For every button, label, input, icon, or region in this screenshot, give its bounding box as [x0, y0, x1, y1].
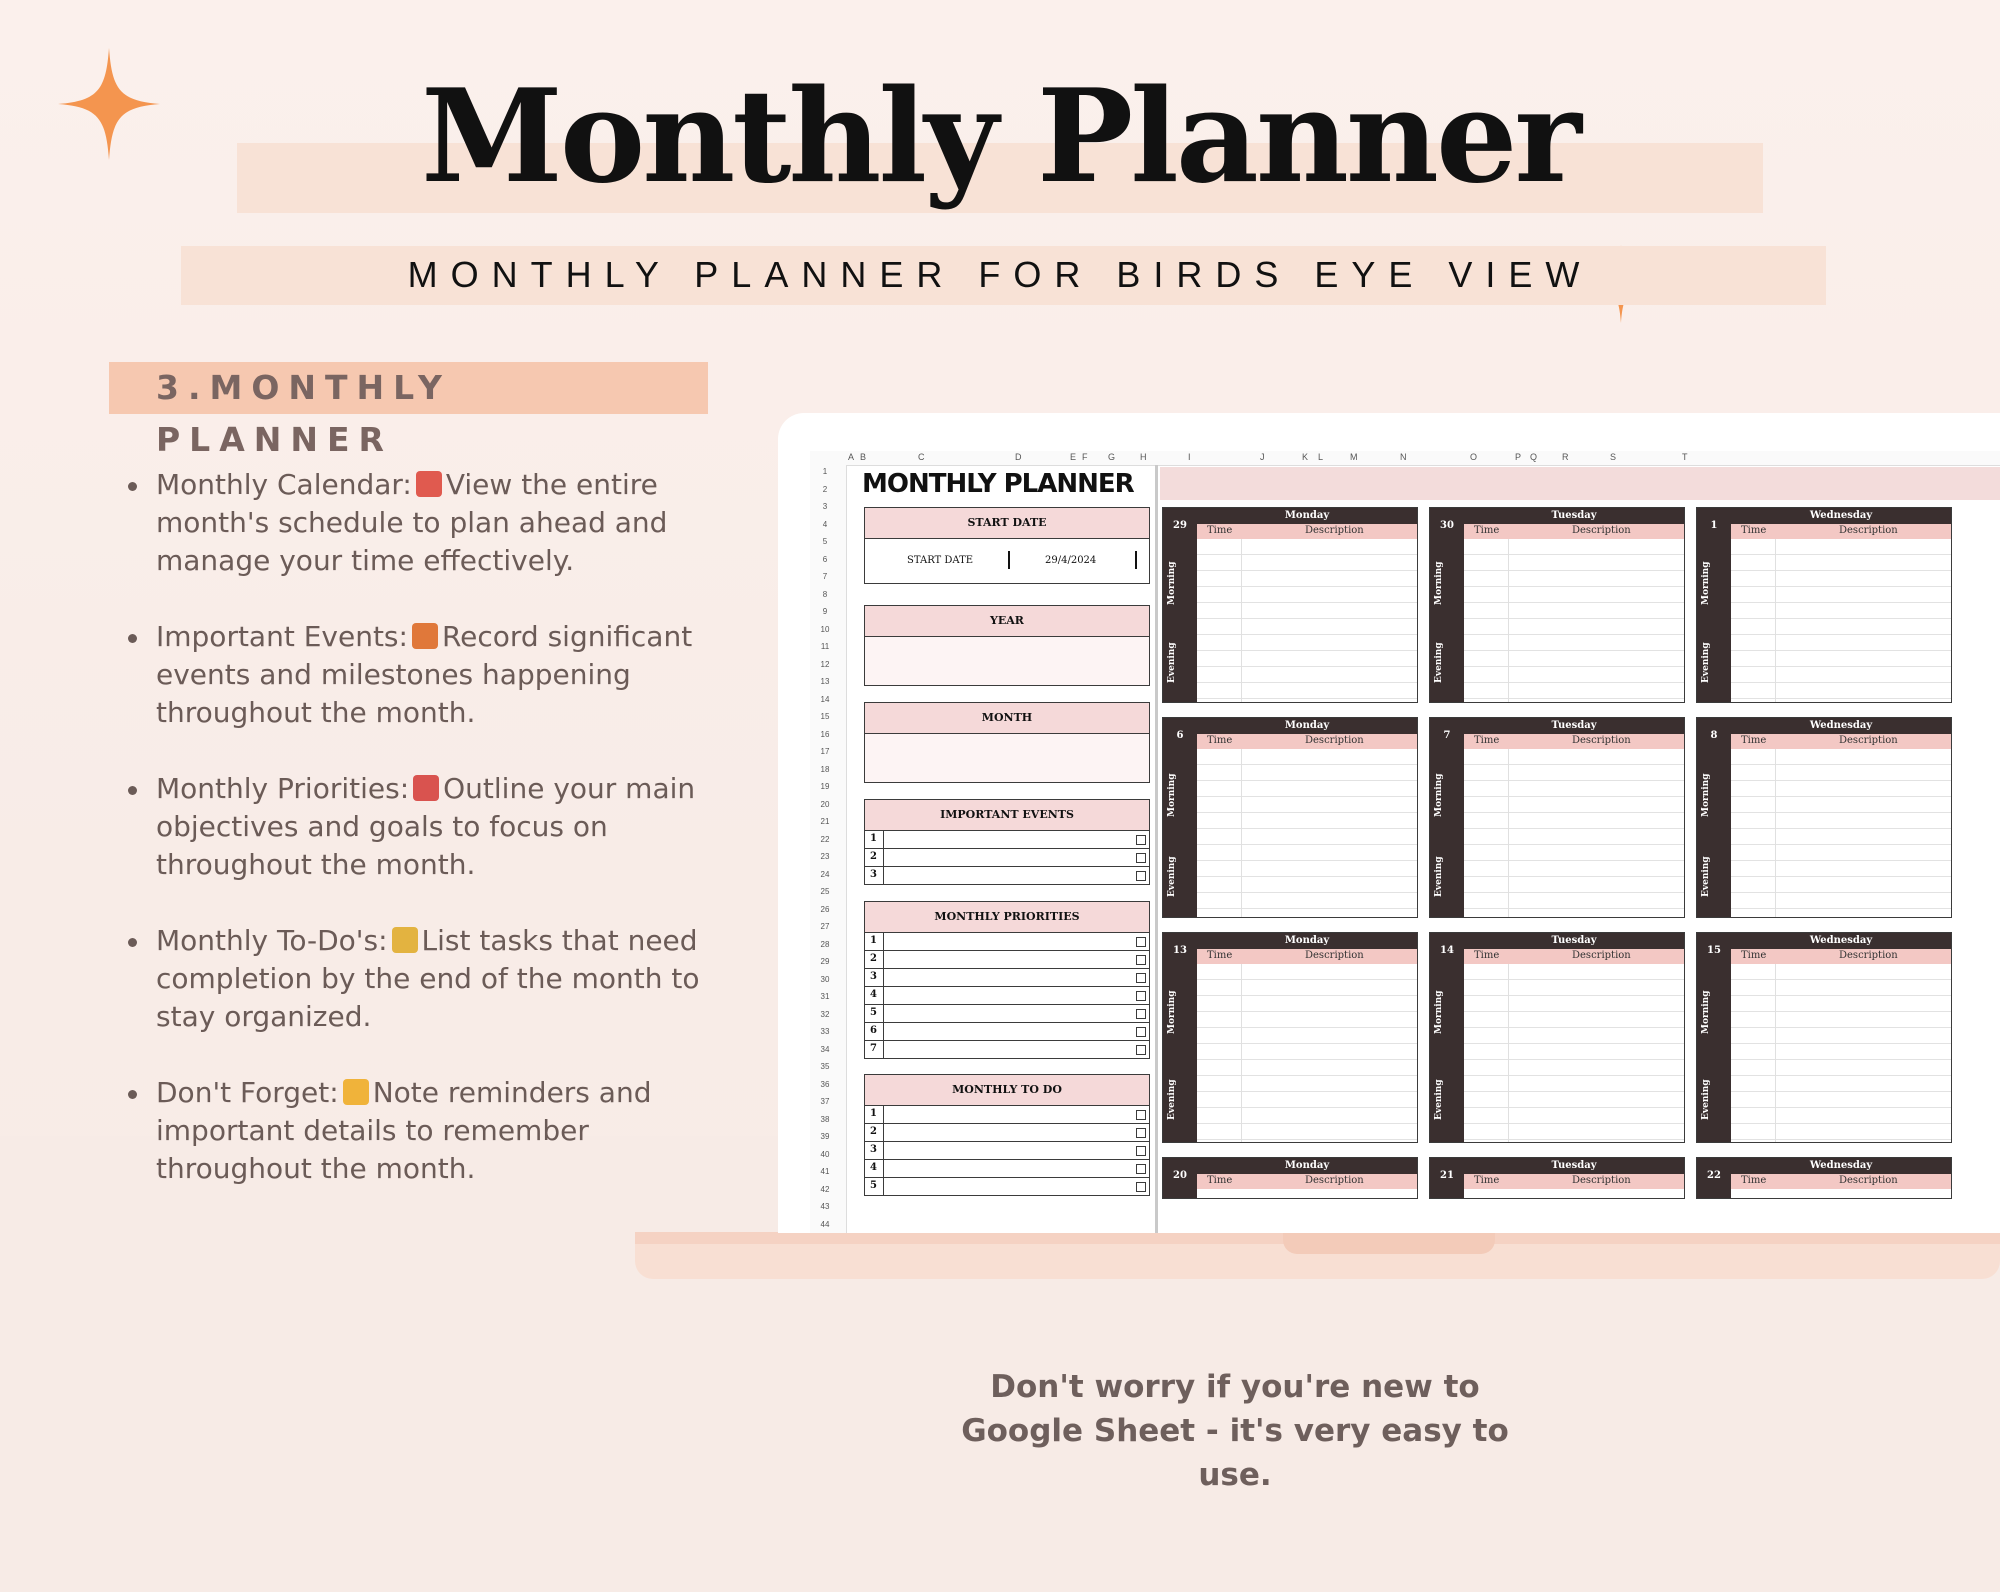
row-header[interactable]: 3: [822, 502, 828, 511]
column-header[interactable]: F: [1082, 452, 1088, 462]
checkbox[interactable]: [1136, 973, 1146, 983]
section-tag: 3.MONTHLY PLANNER: [109, 362, 708, 414]
calendar-icon: [416, 471, 442, 497]
feature-list: [118, 466, 738, 1226]
feature-item: [118, 770, 738, 884]
day-name: Monday: [1197, 718, 1417, 734]
feature-label: Monthly Priorities:: [156, 772, 410, 805]
footer-note: Don't worry if you're new to Google Sheet - it's very easy to use.: [961, 1369, 1509, 1493]
row-header[interactable]: 18: [820, 764, 830, 774]
day-name: Tuesday: [1464, 508, 1684, 524]
time-label: Time: [1207, 1175, 1233, 1186]
row-number: 3: [870, 1144, 877, 1155]
checkbox[interactable]: [1136, 871, 1146, 881]
column-header[interactable]: G: [1108, 452, 1116, 462]
day-name: Tuesday: [1464, 933, 1684, 949]
row-number: 2: [870, 1126, 877, 1137]
column-header[interactable]: K: [1302, 452, 1309, 462]
row-number: 5: [870, 1007, 877, 1018]
row-header-bar: [810, 465, 847, 1233]
morning-label: Morning: [1434, 773, 1444, 817]
checkbox[interactable]: [1136, 1182, 1146, 1192]
day-number: 20: [1173, 1170, 1187, 1181]
morning-label: Morning: [1434, 561, 1444, 606]
start-date-box: [864, 507, 1150, 584]
time-label: Time: [1741, 525, 1767, 536]
row-header[interactable]: 31: [820, 992, 830, 1001]
row-number: 4: [870, 989, 877, 1000]
date-calendar-icon: [413, 775, 439, 801]
day-number: 21: [1440, 1170, 1454, 1181]
evening-label: Evening: [1434, 642, 1444, 683]
monthly-priorities-header: MONTHLY PRIORITIES: [865, 902, 1149, 933]
month-header: MONTH: [865, 703, 1149, 734]
checkbox[interactable]: [1136, 1009, 1146, 1019]
row-header[interactable]: 4: [822, 519, 828, 529]
checkbox[interactable]: [1136, 1110, 1146, 1120]
feature-item: [118, 922, 738, 1036]
column-header[interactable]: A: [848, 452, 855, 462]
row-header[interactable]: 39: [820, 1132, 830, 1141]
description-label: Description: [1305, 735, 1364, 746]
row-header[interactable]: 23: [820, 852, 830, 861]
day-number: 29: [1173, 520, 1187, 531]
list-row[interactable]: [865, 1023, 1149, 1041]
description-label: Description: [1572, 735, 1631, 746]
page-subtitle: MONTHLY PLANNER FOR BIRDS EYE VIEW: [407, 254, 1593, 295]
page-title: Monthly Planner: [421, 62, 1579, 212]
description-label: Description: [1572, 525, 1631, 536]
day-card[interactable]: [1162, 717, 1418, 918]
day-number: 14: [1440, 945, 1454, 956]
feature-text: List tasks that need completion by the end of the month to stay organized.: [156, 924, 700, 1033]
column-labels: [1464, 734, 1684, 749]
row-header[interactable]: 15: [820, 712, 830, 721]
row-header[interactable]: 35: [820, 1062, 830, 1071]
row-number: 6: [870, 1025, 877, 1036]
morning-label: Morning: [1167, 990, 1177, 1035]
list-row[interactable]: [865, 987, 1149, 1005]
evening-label: Evening: [1167, 642, 1177, 683]
column-labels: [1197, 949, 1417, 964]
row-header[interactable]: 26: [820, 904, 830, 914]
row-header[interactable]: 21: [820, 817, 830, 826]
row-header[interactable]: 36: [820, 1079, 830, 1089]
row-header[interactable]: 33: [820, 1027, 830, 1036]
row-header[interactable]: 34: [820, 1044, 830, 1054]
morning-label: Morning: [1434, 990, 1444, 1035]
description-label: Description: [1839, 1175, 1898, 1186]
row-header[interactable]: 10: [820, 624, 830, 634]
column-labels: [1464, 1174, 1684, 1189]
feature-text: View the entire month's schedule to plan ahead and manage your time effectively.: [156, 468, 668, 577]
day-name: Tuesday: [1464, 718, 1684, 734]
time-label: Time: [1741, 735, 1767, 746]
day-card[interactable]: [1429, 932, 1685, 1143]
column-labels: [1464, 949, 1684, 964]
memo-icon: [392, 927, 418, 953]
row-header[interactable]: 12: [820, 659, 830, 669]
row-number: 1: [870, 935, 877, 946]
month-box: [864, 702, 1150, 783]
start-date-value[interactable]: 29/4/2024: [1045, 555, 1097, 566]
column-labels: [1197, 1174, 1417, 1189]
feature-item: [118, 1074, 738, 1188]
day-number: 15: [1707, 945, 1721, 956]
checkbox[interactable]: [1136, 1045, 1146, 1055]
evening-label: Evening: [1167, 1079, 1177, 1120]
day-name: Monday: [1197, 1158, 1417, 1174]
day-number: 8: [1710, 730, 1718, 741]
morning-label: Morning: [1701, 990, 1711, 1035]
row-header[interactable]: 20: [820, 799, 830, 809]
day-card[interactable]: [1429, 1157, 1685, 1199]
feature-item: [118, 466, 738, 580]
row-header[interactable]: 24: [820, 869, 830, 879]
column-header[interactable]: C: [918, 452, 925, 462]
column-header-bar: [810, 451, 2000, 466]
row-number: 2: [870, 953, 877, 964]
row-number: 1: [870, 833, 877, 844]
column-labels: [1464, 524, 1684, 539]
list-row[interactable]: [865, 1124, 1149, 1142]
checkbox[interactable]: [1136, 853, 1146, 863]
row-header[interactable]: 37: [820, 1097, 830, 1106]
day-name: Wednesday: [1731, 718, 1951, 734]
row-header[interactable]: 42: [820, 1184, 830, 1194]
checkbox[interactable]: [1136, 955, 1146, 965]
row-header[interactable]: 14: [820, 694, 830, 704]
row-number: 3: [870, 869, 877, 880]
day-number: 1: [1710, 520, 1718, 531]
checkbox[interactable]: [1136, 1146, 1146, 1156]
monthly-priorities-box: [864, 901, 1150, 1059]
description-label: Description: [1305, 1175, 1364, 1186]
checkbox[interactable]: [1136, 1027, 1146, 1037]
time-label: Time: [1741, 1175, 1767, 1186]
day-card[interactable]: [1162, 507, 1418, 703]
time-label: Time: [1474, 950, 1500, 961]
morning-label: Morning: [1167, 561, 1177, 606]
column-header[interactable]: O: [1470, 452, 1478, 462]
column-labels: [1731, 949, 1951, 964]
row-header[interactable]: 16: [820, 729, 830, 739]
morning-label: Morning: [1701, 561, 1711, 606]
feature-text: Outline your main objectives and goals to focus on throughout the month.: [156, 772, 696, 881]
row-header[interactable]: 28: [820, 939, 830, 949]
column-header[interactable]: N: [1400, 452, 1407, 462]
row-header[interactable]: 43: [820, 1202, 830, 1211]
time-label: Time: [1207, 735, 1233, 746]
column-header[interactable]: J: [1260, 452, 1265, 462]
day-number: 30: [1440, 520, 1454, 531]
feature-label: Monthly Calendar:: [156, 468, 412, 501]
laptop-notch: [1283, 1232, 1495, 1254]
column-labels: [1197, 734, 1417, 749]
column-header[interactable]: D: [1015, 452, 1022, 462]
monthly-todo-box: [864, 1074, 1150, 1196]
checkbox[interactable]: [1136, 991, 1146, 1001]
day-card[interactable]: [1696, 507, 1952, 703]
evening-label: Evening: [1701, 642, 1711, 683]
time-label: Time: [1741, 950, 1767, 961]
time-label: Time: [1474, 525, 1500, 536]
year-box: [864, 605, 1150, 686]
row-header[interactable]: 40: [820, 1149, 830, 1159]
checkbox[interactable]: [1136, 835, 1146, 845]
feature-label: Important Events:: [156, 620, 408, 653]
evening-label: Evening: [1434, 856, 1444, 898]
row-header[interactable]: 25: [820, 887, 830, 896]
day-card[interactable]: [1696, 1157, 1952, 1199]
row-header[interactable]: 29: [820, 957, 830, 966]
row-header[interactable]: 17: [820, 747, 830, 756]
feature-text: Note reminders and important details to remember throughout the month.: [156, 1076, 652, 1185]
row-number: 7: [870, 1043, 877, 1054]
year-input[interactable]: [865, 637, 1149, 685]
row-number: 5: [870, 1180, 877, 1191]
laptop-screen: [778, 413, 2000, 1233]
column-header[interactable]: I: [1188, 452, 1191, 462]
day-name: Wednesday: [1731, 933, 1951, 949]
column-labels: [1197, 524, 1417, 539]
day-name: Monday: [1197, 933, 1417, 949]
row-header[interactable]: 32: [820, 1009, 830, 1019]
day-card[interactable]: [1162, 932, 1418, 1143]
morning-label: Morning: [1167, 773, 1177, 817]
row-header[interactable]: 13: [820, 677, 830, 686]
bell-icon: [343, 1079, 369, 1105]
list-row[interactable]: [865, 969, 1149, 987]
day-name: Monday: [1197, 508, 1417, 524]
row-header[interactable]: 8: [822, 589, 828, 599]
row-header[interactable]: 19: [820, 782, 830, 791]
row-number: 4: [870, 1162, 877, 1173]
column-header[interactable]: P: [1515, 452, 1522, 462]
list-row[interactable]: [865, 933, 1149, 951]
row-header[interactable]: 27: [820, 922, 830, 931]
day-number: 22: [1707, 1170, 1721, 1181]
column-header[interactable]: H: [1140, 452, 1147, 462]
feature-text: Record significant events and milestones happening throughout the month.: [156, 620, 693, 729]
important-events-header: IMPORTANT EVENTS: [865, 800, 1149, 831]
column-header[interactable]: M: [1350, 452, 1358, 462]
row-header[interactable]: 5: [822, 537, 828, 546]
description-label: Description: [1572, 950, 1631, 961]
time-label: Time: [1207, 950, 1233, 961]
time-label: Time: [1207, 525, 1233, 536]
row-header[interactable]: 2: [822, 484, 828, 494]
column-labels: [1731, 734, 1951, 749]
column-labels: [1731, 1174, 1951, 1189]
monthly-todo-header: MONTHLY TO DO: [865, 1075, 1149, 1106]
sheet-banner: [1160, 467, 2000, 500]
description-label: Description: [1839, 950, 1898, 961]
important-events-box: [864, 799, 1150, 885]
row-header[interactable]: 41: [820, 1167, 830, 1176]
day-number: 13: [1173, 945, 1187, 956]
spreadsheet[interactable]: [810, 451, 2000, 1233]
column-header[interactable]: S: [1610, 452, 1617, 462]
description-label: Description: [1305, 950, 1364, 961]
day-card[interactable]: [1696, 717, 1952, 918]
checkbox[interactable]: [1136, 1164, 1146, 1174]
column-labels: [1731, 524, 1951, 539]
description-label: Description: [1839, 735, 1898, 746]
morning-label: Morning: [1701, 773, 1711, 817]
party-popper-icon: [412, 623, 438, 649]
evening-label: Evening: [1701, 1079, 1711, 1120]
column-header[interactable]: Q: [1530, 452, 1538, 462]
start-date-label: START DATE: [907, 555, 974, 566]
day-name: Wednesday: [1731, 508, 1951, 524]
row-header[interactable]: 9: [822, 607, 828, 616]
day-number: 7: [1443, 730, 1451, 741]
day-name: Wednesday: [1731, 1158, 1951, 1174]
evening-label: Evening: [1701, 856, 1711, 898]
row-number: 3: [870, 971, 877, 982]
day-number: 6: [1176, 730, 1184, 741]
day-card[interactable]: [1696, 932, 1952, 1143]
month-input[interactable]: [865, 734, 1149, 782]
row-header[interactable]: 11: [820, 642, 830, 651]
row-header[interactable]: 7: [822, 572, 828, 581]
list-row[interactable]: [865, 1142, 1149, 1160]
column-header[interactable]: L: [1318, 452, 1324, 462]
row-header[interactable]: 44: [820, 1219, 830, 1229]
row-header[interactable]: 22: [820, 834, 830, 844]
description-label: Description: [1305, 525, 1364, 536]
evening-label: Evening: [1167, 856, 1177, 898]
list-row[interactable]: [865, 1005, 1149, 1023]
row-header[interactable]: 6: [822, 554, 828, 564]
row-header[interactable]: 30: [820, 974, 830, 984]
year-header: YEAR: [865, 606, 1149, 637]
day-card[interactable]: [1162, 1157, 1418, 1199]
time-label: Time: [1474, 735, 1500, 746]
checkbox[interactable]: [1136, 937, 1146, 947]
day-name: Tuesday: [1464, 1158, 1684, 1174]
day-card[interactable]: [1429, 507, 1685, 703]
list-row[interactable]: [865, 1041, 1149, 1058]
checkbox[interactable]: [1136, 1128, 1146, 1138]
column-header[interactable]: B: [860, 452, 867, 462]
day-card[interactable]: [1429, 717, 1685, 918]
list-row[interactable]: [865, 1160, 1149, 1178]
start-date-row: [865, 539, 1149, 583]
time-label: Time: [1474, 1175, 1500, 1186]
feature-label: Don't Forget:: [156, 1076, 339, 1109]
feature-label: Monthly To-Do's:: [156, 924, 388, 957]
sheet-title: MONTHLY PLANNER: [862, 469, 1134, 499]
feature-item: [118, 618, 738, 732]
column-header[interactable]: T: [1682, 452, 1688, 462]
evening-label: Evening: [1434, 1079, 1444, 1120]
frozen-column-divider[interactable]: [1155, 465, 1158, 1233]
row-number: 2: [870, 851, 877, 862]
list-row[interactable]: [865, 1106, 1149, 1124]
list-row[interactable]: [865, 951, 1149, 969]
list-row[interactable]: [865, 831, 1149, 849]
description-label: Description: [1572, 1175, 1631, 1186]
row-number: 1: [870, 1108, 877, 1119]
row-header[interactable]: 1: [822, 467, 828, 476]
list-row[interactable]: [865, 849, 1149, 867]
row-header[interactable]: 38: [820, 1114, 830, 1124]
start-date-header: START DATE: [865, 508, 1149, 539]
column-header[interactable]: E: [1070, 452, 1077, 462]
list-row[interactable]: [865, 1178, 1149, 1195]
list-row[interactable]: [865, 867, 1149, 884]
column-header[interactable]: R: [1562, 452, 1569, 462]
description-label: Description: [1839, 525, 1898, 536]
